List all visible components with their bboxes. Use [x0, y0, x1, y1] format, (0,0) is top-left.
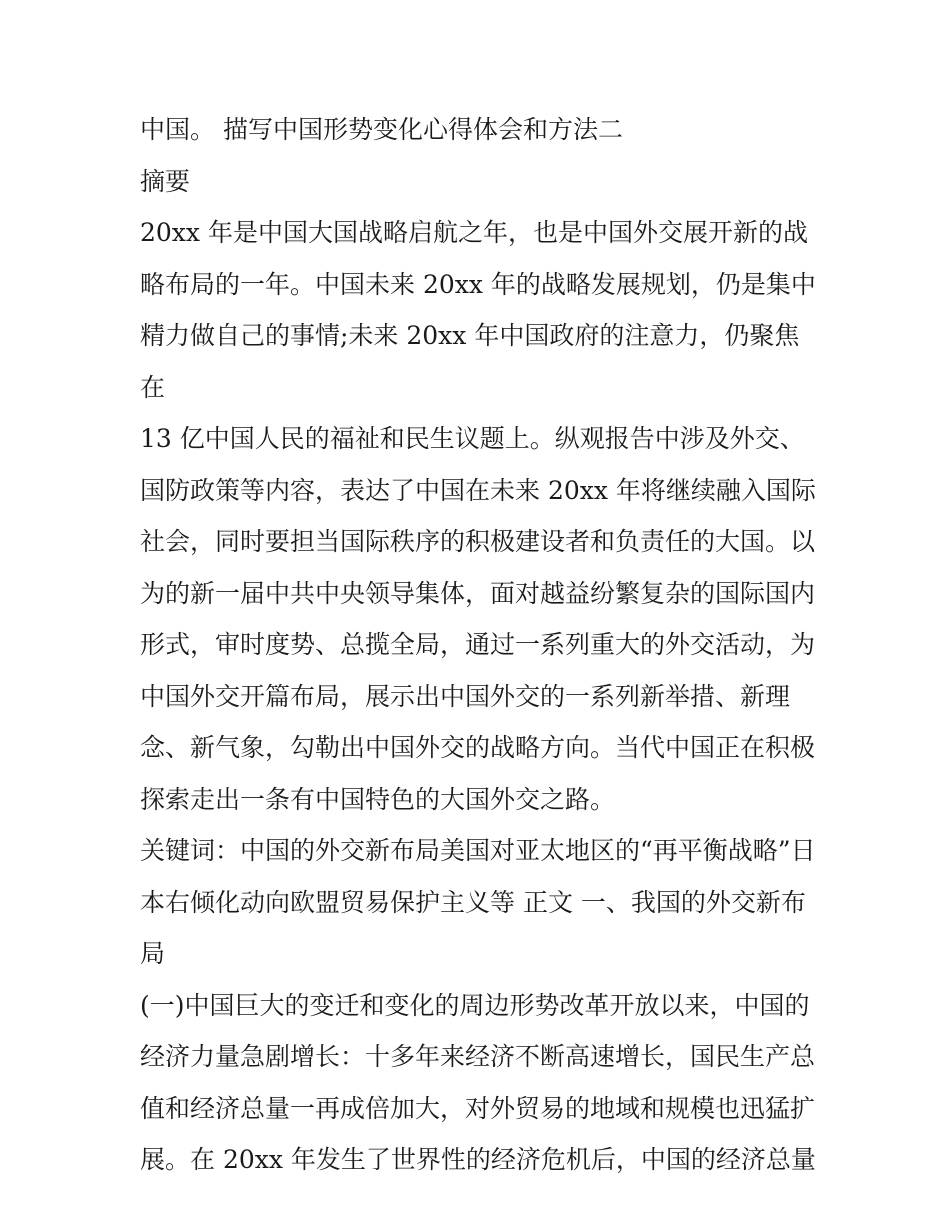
abstract-line: 探索走出一条有中国特色的大国外交之路。 [140, 784, 616, 814]
abstract-title: 摘要 [140, 166, 191, 196]
section-one-line: 值和经济总量一再成倍加大，对外贸易的地域和规模也迅猛扩 [140, 1093, 816, 1123]
document-body [140, 104, 820, 1186]
abstract-line: 国防政策等内容，表达了中国在未来 20xx 年将继续融入国际 [140, 475, 816, 505]
abstract-line: 中国外交开篇布局，展示出中国外交的一系列新举措、新理 [140, 681, 791, 711]
abstract-line: 社会，同时要担当国际秩序的积极建设者和负责任的大国。以 [140, 527, 816, 556]
keywords-line: 本右倾化动向欧盟贸易保护主义等 正文 一、我国的外交新布 [140, 887, 806, 917]
section-one-line: (一)中国巨大的变迁和变化的周边形势改革开放以来，中国的 [140, 990, 810, 1020]
keywords-line: 局 [140, 939, 166, 968]
section-one-line: 经济力量急剧增长：十多年来经济不断高速增长，国民生产总 [140, 1042, 816, 1071]
abstract-line: 精力做自己的事情;未来 20xx 年中国政府的注意力，仍聚焦在 [140, 321, 800, 402]
abstract-line: 为的新一届中共中央领导集体，面对越益纷繁复杂的国际国内 [140, 578, 816, 608]
abstract-line: 13 亿中国人民的福祉和民生议题上。纵观报告中涉及外交、 [140, 424, 805, 453]
section-one-line: 展。在 20xx 年发生了世界性的经济危机后，中国的经济总量 [140, 1145, 816, 1174]
abstract-line: 念、新气象，勾勒出中国外交的战略方向。当代中国正在积极 [140, 733, 816, 762]
heading-line: 中国。 描写中国形势变化心得体会和方法二 [140, 115, 623, 144]
abstract-line: 形式，审时度势、总揽全局，通过一系列重大的外交活动，为 [140, 630, 816, 659]
keywords-line: 关键词：中国的外交新布局美国对亚太地区的“再平衡战略”日 [140, 836, 816, 865]
abstract-line: 略布局的一年。中国未来 20xx 年的战略发展规划，仍是集中 [140, 269, 816, 299]
abstract-line: 20xx 年是中国大国战略启航之年，也是中国外交展开新的战 [140, 218, 808, 247]
